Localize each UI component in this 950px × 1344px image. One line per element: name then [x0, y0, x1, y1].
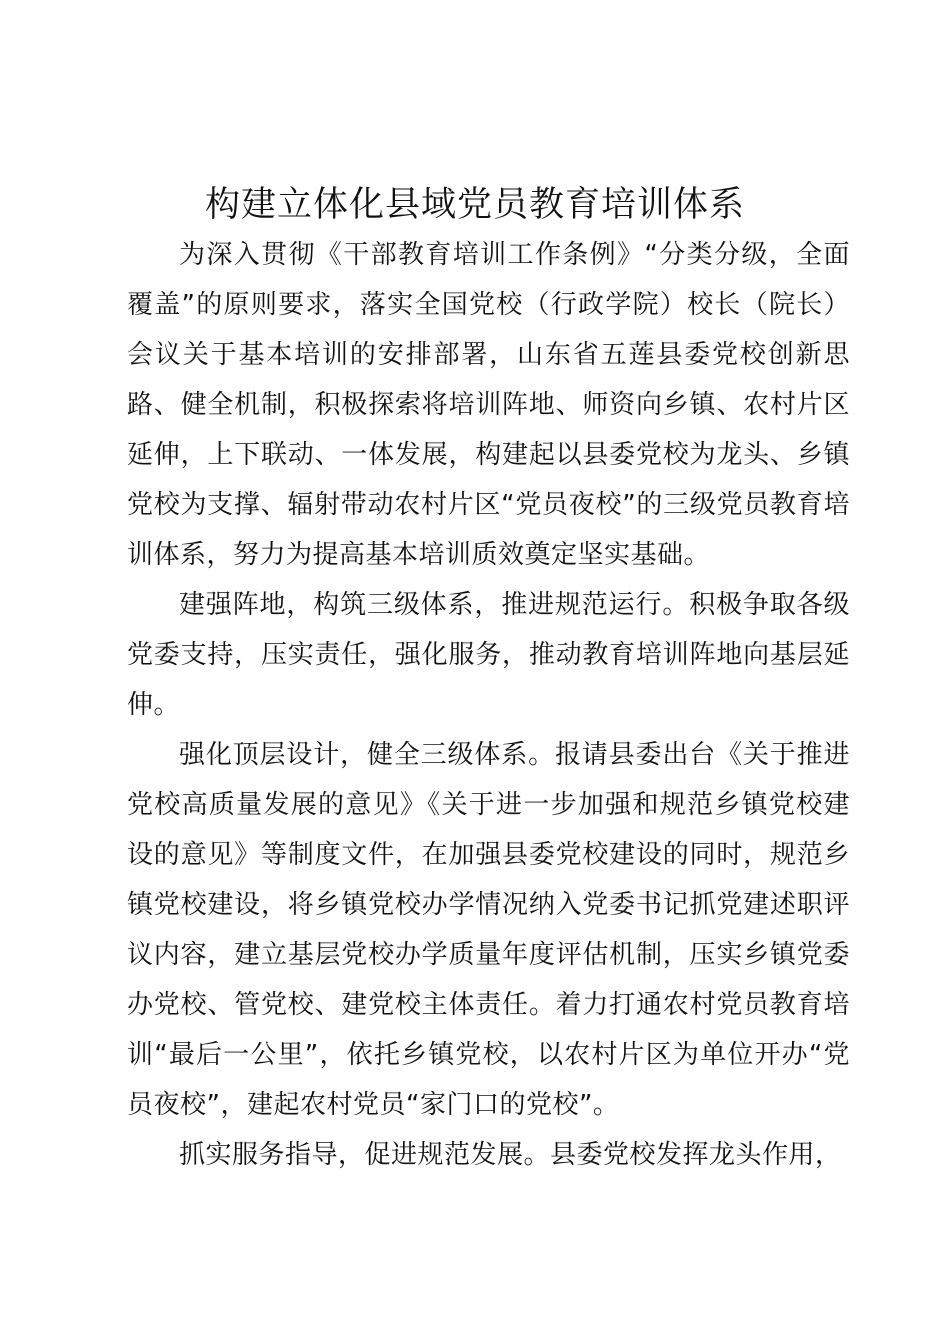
paragraph-build-positions: 建强阵地，构筑三级体系，推进规范运行。积极争取各级党委支持，压实责任，强化服务，推动教育培训阵地向基层延伸。	[127, 590, 850, 720]
paragraph-service-guidance: 抓实服务指导，促进规范发展。县委党校发挥龙头作用，	[179, 1140, 842, 1170]
paragraph-intro: 为深入贯彻《干部教育培训工作条例》“分类分级，全面覆盖”的原则要求，落实全国党校（行政学院）校长（院长）会议关于基本培训的安排部署，山东省五莲县委党校创新思路、健全机制，积极探索将培训阵地、师资向乡镇、农村片区延伸，上下联动、一体发展，构建起以县委党校为龙头、乡镇党校为支撑、辐射带动农村片区“党员夜校”的三级党员教育培训体系，努力为提高基本培训质效奠定坚实基础。	[127, 240, 850, 570]
paragraph-top-level-design: 强化顶层设计，健全三级体系。报请县委出台《关于推进党校高质量发展的意见》《关于进一步加强和规范乡镇党校建设的意见》等制度文件，在加强县委党校建设的同时，规范乡镇党校建设，将乡镇党校办学情况纳入党委书记抓党建述职评议内容，建立基层党校办学质量年度评估机制，压实乡镇党委办党校、管党校、建党校主体责任。着力打通农村党员教育培训“最后一公里”，依托乡镇党校，以农村片区为单位开办“党员夜校”，建起农村党员“家门口的党校”。	[127, 740, 850, 1120]
document-title: 构建立体化县域党员教育培训体系	[204, 185, 745, 225]
